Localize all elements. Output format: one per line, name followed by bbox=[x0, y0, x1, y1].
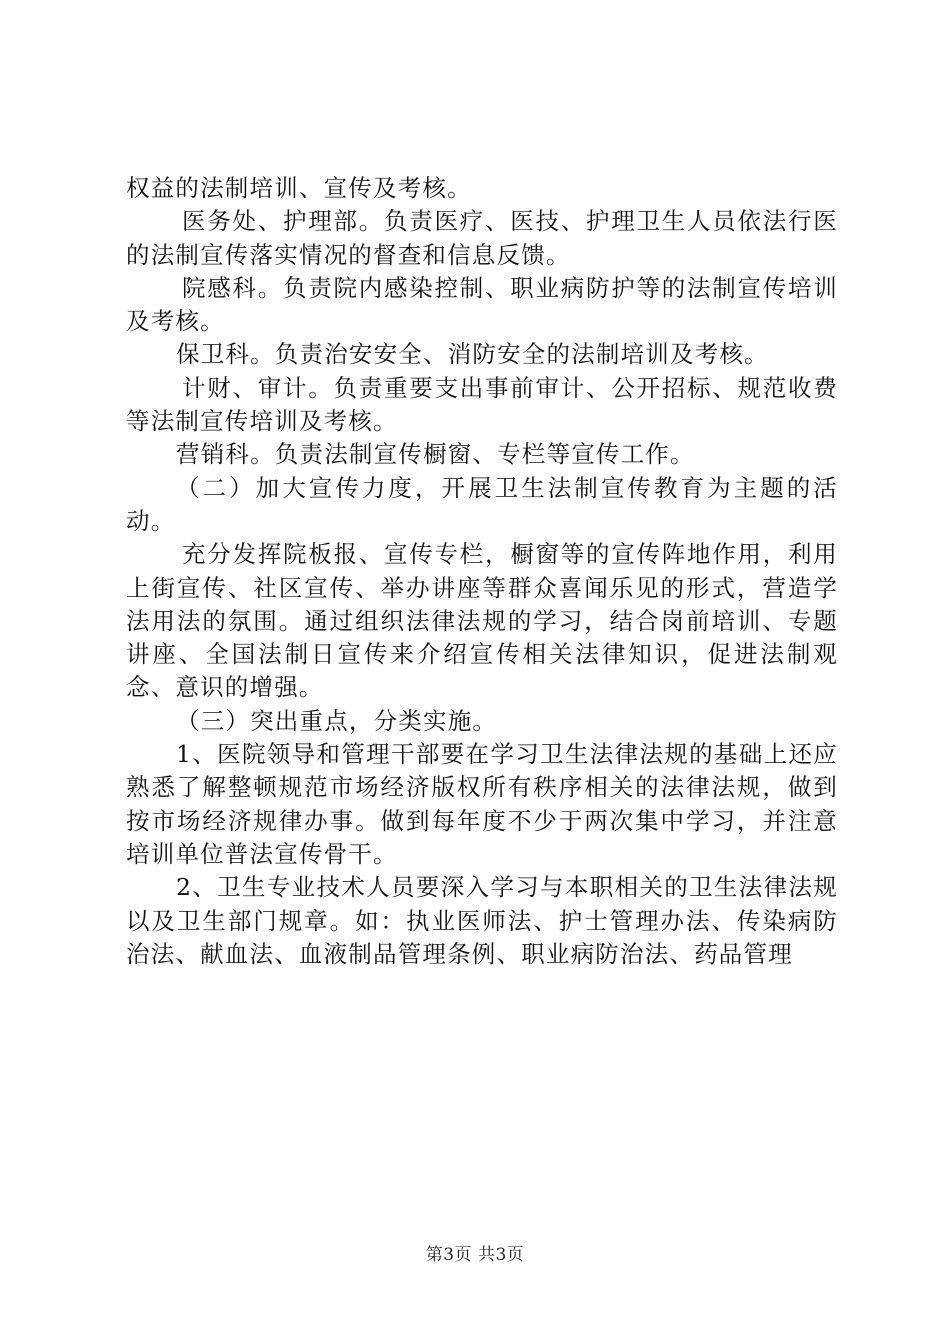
document-body bbox=[126, 172, 838, 971]
page-number-footer: 第3页 共3页 bbox=[425, 1245, 525, 1265]
list-item-1: 1、医院领导和管理干部要在学习卫生法律法规的基础上还应熟悉了解整顿规范市场经济版权所有秩序相关的法律法规，做到按市场经济规律办事。做到每年度不少于两次集中学习，并注意培训单位普法宣传骨干。 bbox=[126, 740, 838, 868]
paragraph-6: 营销科。负责法制宣传橱窗、专栏等宣传工作。 bbox=[176, 440, 695, 469]
section-heading-3: （三）突出重点，分类实施。 bbox=[176, 706, 498, 735]
paragraph-3: 院感科。负责院内感染控制、职业病防护等的法制宣传培训及考核。 bbox=[126, 273, 838, 336]
paragraph-5: 计财、审计。负责重要支出事前审计、公开招标、规范收费等法制宣传培训及考核。 bbox=[126, 373, 838, 436]
section-heading-2: （二）加大宣传力度，开展卫生法制宣传教育为主题的活动。 bbox=[126, 473, 838, 535]
paragraph-2: 医务处、护理部。负责医疗、医技、护理卫生人员依法行医的法制宣传落实情况的督查和信息反馈。 bbox=[126, 207, 838, 269]
paragraph-8: 充分发挥院板报、宣传专栏，橱窗等的宣传阵地作用，利用上街宣传、社区宣传、举办讲座等群众喜闻乐见的形式，营造学法用法的氛围。通过组织法律法规的学习，结合岗前培训、专题讲座、全国法制日宣传来介绍宣传相关法律知识，促进法制观念、意识的增强。 bbox=[126, 540, 838, 702]
paragraph-1: 权益的法制培训、宣传及考核。 bbox=[126, 174, 472, 202]
list-item-2: 2、卫生专业技术人员要深入学习与本职相关的卫生法律法规以及卫生部门规章。如：执业医师法、护士管理办法、传染病防治法、献血法、血液制品管理条例、职业病防治法、药品管理 bbox=[126, 873, 838, 968]
paragraph-4: 保卫科。负责治安安全、消防安全的法制培训及考核。 bbox=[176, 340, 769, 369]
